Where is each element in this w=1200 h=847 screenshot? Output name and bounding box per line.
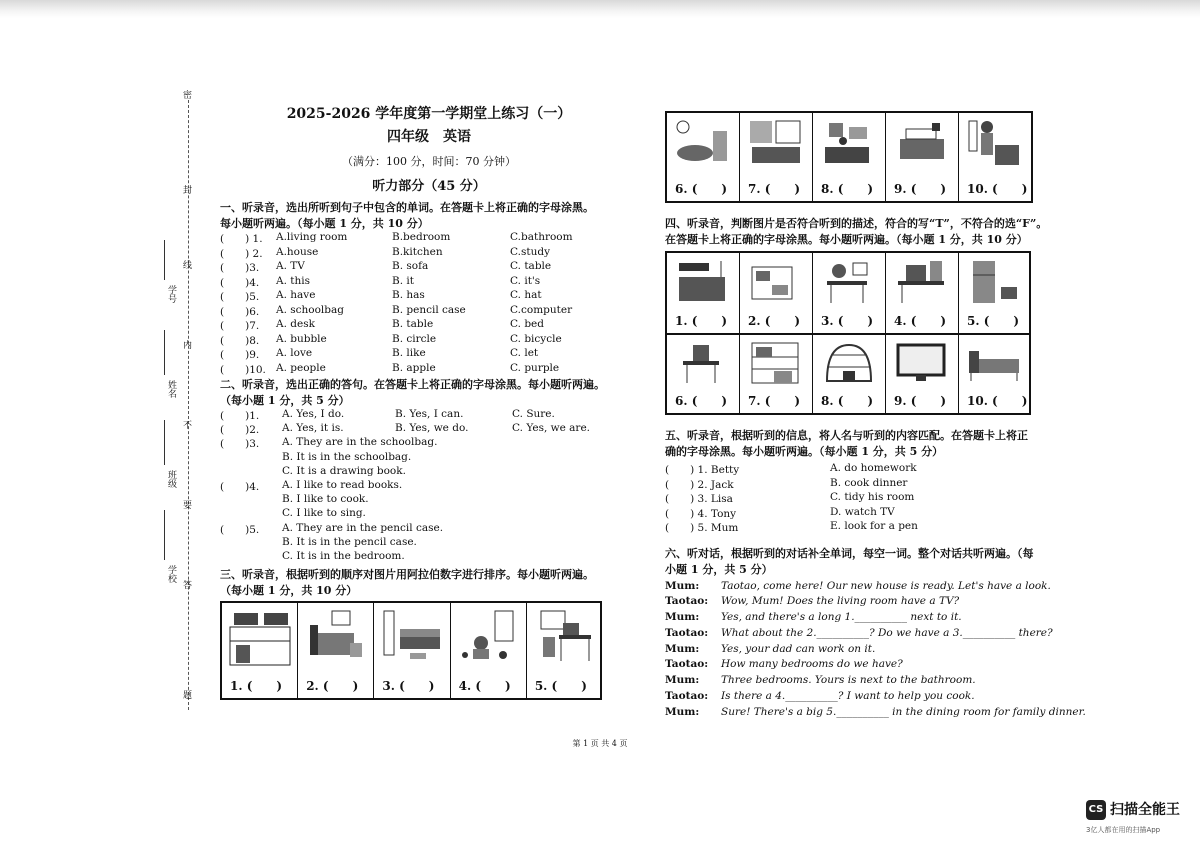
name-blank[interactable] (164, 330, 165, 375)
picture-cell (667, 335, 740, 413)
q3-label[interactable]: 7. ( ) (748, 182, 801, 196)
answer-bracket[interactable]: ( )3. (220, 262, 260, 274)
match-option: D. watch TV (830, 505, 895, 518)
option-a: A. They are in the schoolbag. (282, 436, 438, 449)
option-b: B. like (392, 347, 426, 359)
score-info: （满分：100 分，时间：70 分钟） (342, 155, 516, 168)
answer-bracket[interactable]: ( )3. (220, 438, 260, 451)
q1-list (220, 231, 638, 376)
q3-label[interactable]: 4. ( ) (458, 679, 511, 694)
picture-cell (740, 113, 813, 201)
seal-mark: 封 (181, 185, 191, 194)
option-c: C.computer (510, 303, 573, 316)
seal-mark: 不 (181, 420, 191, 429)
dialogue-text[interactable]: Is there a 4.__________? I want to help you cook. (721, 690, 975, 703)
option-c: C. table (510, 260, 552, 272)
answer-bracket[interactable]: ( )6. (220, 305, 260, 318)
q3-label[interactable]: 3. ( ) (382, 679, 435, 694)
kitchen-picture-icon (228, 607, 292, 667)
list-item (665, 491, 1075, 506)
list-item (220, 231, 638, 246)
dialogue-line (665, 643, 1075, 659)
answer-bracket[interactable]: ( )5. (220, 291, 260, 303)
list-item (220, 318, 638, 333)
q4-instruction: 四、听录音，判断图片是否符合听到的描述，符合的写“T”，不符合的选“F”。 (665, 217, 1048, 230)
speaker: Taotao: (665, 595, 709, 608)
list-item (220, 436, 638, 450)
option-c: C. Yes, we are. (512, 422, 591, 435)
cooking-picture-icon (965, 117, 1025, 173)
q3-picture-strip-b (665, 111, 1033, 203)
speaker: Mum: (665, 674, 700, 687)
q6-instruction: 六、听对话，根据听到的对话补全单词，每空一词。整个对话共听两遍。（每 (665, 546, 1034, 560)
option-a: A. schoolbag (276, 303, 344, 316)
dialogue-line (665, 580, 1075, 596)
school-blank[interactable] (164, 510, 165, 560)
bedroom-picture-icon (304, 607, 368, 667)
q4-label[interactable]: 7. ( ) (748, 394, 801, 408)
answer-bracket[interactable]: ( )5. (220, 523, 260, 536)
list-item (220, 275, 638, 290)
page-subtitle: 四年级 英语 (387, 129, 471, 145)
answer-bracket[interactable]: ( ) 1. (220, 233, 263, 245)
match-name[interactable]: ( ) 1. Betty (665, 464, 740, 476)
dialogue-text: Yes, your dad can work on it. (721, 642, 876, 655)
option-a: A. TV (276, 260, 305, 272)
answer-bracket[interactable]: ( )8. (220, 334, 260, 347)
q4-picture-strip-1 (665, 251, 1031, 335)
q4-label[interactable]: 9. ( ) (894, 394, 947, 408)
name-label: 姓名 (166, 380, 176, 398)
picture-cell (667, 113, 740, 201)
speaker: Taotao: (665, 690, 709, 703)
watermark-name: 扫描全能王 (1110, 802, 1180, 818)
list-item (665, 520, 1075, 535)
school-no-label: 学号 (166, 285, 176, 303)
picture-cell (959, 335, 1029, 413)
option-a: A. Yes, I do. (282, 408, 345, 420)
answer-bracket[interactable]: ( ) 2. (220, 247, 263, 260)
list-item (220, 408, 638, 422)
sink-picture-icon (892, 117, 952, 173)
q4-picture-strip-2 (665, 335, 1031, 415)
option-a: A. bubble (276, 332, 327, 345)
option-a: A.living room (276, 231, 348, 243)
match-option: B. cook dinner (830, 476, 908, 489)
option-b: B. I like to cook. (282, 493, 369, 506)
option-c: C.bathroom (510, 231, 573, 243)
option-c: C.study (510, 245, 551, 258)
computer-desk-picture-icon (892, 257, 952, 307)
q3-label[interactable]: 6. ( ) (675, 182, 728, 196)
picture-cell (222, 603, 298, 698)
picture-cell (959, 253, 1029, 333)
q4-label[interactable]: 6. ( ) (675, 394, 728, 408)
bed-picture-icon (965, 339, 1025, 387)
option-c: C. bed (510, 318, 544, 330)
option-b: B. has (392, 289, 425, 301)
seal-mark: 内 (181, 340, 191, 349)
option-a: A. desk (276, 318, 315, 330)
q5-instruction-2: 确的字母涂黑。每小题听两遍。（每小题 1 分，共 5 分） (665, 445, 944, 458)
option-a: A. love (276, 347, 313, 359)
speaker: Mum: (665, 611, 700, 624)
speaker: Taotao: (665, 658, 709, 671)
option-c: C. It is a drawing book. (282, 464, 406, 477)
dialogue-line (665, 658, 1075, 674)
dialogue-text[interactable]: What about the 2.__________? Do we have a 3.__________ there? (721, 626, 1053, 639)
picture-cell (886, 335, 959, 413)
dialogue-text: How many bedrooms do we have? (721, 658, 903, 671)
match-option: A. do homework (830, 462, 917, 474)
list-item (665, 462, 1075, 477)
answer-bracket[interactable]: ( )9. (220, 349, 260, 361)
list-item (220, 479, 638, 493)
dialogue-line (665, 627, 1075, 643)
list-item (220, 451, 638, 465)
option-a: A. people (276, 361, 326, 374)
option-a: A. I like to read books. (282, 478, 403, 491)
option-a: A.house (276, 245, 319, 258)
q4-label[interactable]: 8. ( ) (821, 394, 874, 408)
list-item (665, 506, 1075, 521)
q5-instruction: 五、听录音，根据听到的信息，将人名与听到的内容匹配。在答题卡上将正 (665, 429, 1028, 442)
q3-label[interactable]: 5. ( ) (534, 679, 587, 694)
speaker: Mum: (665, 642, 700, 655)
living-room-picture-icon (380, 607, 444, 667)
answer-bracket[interactable]: ( )4. (220, 276, 260, 289)
list-item (220, 289, 638, 304)
q4-label[interactable]: 3. ( ) (821, 314, 874, 328)
dialogue-text[interactable]: Sure! There's a big 5.__________ in the dining room for family dinner. (721, 705, 1086, 718)
q5-list (665, 462, 1075, 535)
q4-label[interactable]: 1. ( ) (675, 314, 728, 328)
option-b: B. Yes, I can. (395, 408, 464, 420)
match-option: E. look for a pen (830, 520, 918, 532)
option-a: A. Yes, it is. (282, 422, 344, 435)
option-b: B.bedroom (392, 231, 451, 243)
q3-label[interactable]: 2. ( ) (306, 679, 359, 694)
option-a: A. have (276, 289, 316, 301)
list-item (220, 362, 638, 377)
list-item (220, 422, 638, 436)
option-c: C. hat (510, 289, 542, 301)
picture-cell (813, 113, 886, 201)
option-b: B. pencil case (392, 303, 466, 316)
option-c: C. purple (510, 361, 560, 374)
answer-bracket[interactable]: ( )4. (220, 480, 260, 493)
tv-picture-icon (892, 339, 952, 387)
option-c: C. bicycle (510, 332, 562, 345)
picture-cell (886, 253, 959, 333)
answer-bracket[interactable]: ( )10. (220, 363, 266, 376)
option-c: C. it's (510, 274, 541, 287)
q6-instruction-2: 小题 1 分，共 5 分） (665, 562, 773, 576)
study-picture-icon (533, 607, 597, 667)
list-item (220, 260, 638, 275)
picture-cell (740, 335, 813, 413)
q4-label[interactable]: 2. ( ) (748, 314, 801, 328)
seal-mark: 题 (181, 690, 191, 699)
match-name[interactable]: ( ) 2. Jack (665, 478, 734, 491)
q3-instruction: 三、听录音，根据听到的顺序对图片用阿拉伯数字进行排序。每小题听两遍。 (220, 568, 594, 582)
q3-label[interactable]: 9. ( ) (894, 182, 947, 196)
option-c: C. let (510, 347, 539, 359)
bookshelf-picture-icon (746, 339, 806, 387)
option-b: B. circle (392, 332, 437, 345)
answer-bracket[interactable]: ( )1. (220, 410, 260, 422)
match-name[interactable]: ( ) 3. Lisa (665, 493, 733, 505)
q3-instruction-2: （每小题 1 分，共 10 分） (220, 584, 358, 598)
list-item (220, 550, 638, 564)
option-b: B. It is in the pencil case. (282, 535, 417, 548)
q3-label[interactable]: 8. ( ) (821, 182, 874, 196)
q3-label[interactable]: 1. ( ) (230, 679, 283, 694)
q3-label[interactable]: 10. ( ) (967, 182, 1028, 196)
answer-bracket[interactable]: ( )7. (220, 320, 260, 332)
q1-instruction-2: 每小题听两遍。（每小题 1 分，共 10 分） (220, 217, 429, 230)
speaker: Mum: (665, 705, 700, 718)
dialogue-line (665, 690, 1075, 706)
watermark-tagline: 3亿人都在用的扫描App (1086, 826, 1161, 834)
option-b: B.kitchen (392, 245, 443, 258)
shelves-picture-icon (746, 257, 806, 307)
option-b: B. apple (392, 361, 436, 374)
dialogue-line (665, 611, 1075, 627)
fridge-picture-icon (965, 257, 1025, 307)
picture-cell (813, 335, 886, 413)
list-item (220, 522, 638, 536)
part-heading: 听力部分（45 分） (372, 179, 486, 194)
page-title: 2025-2026 学年度第一学期堂上练习（一） (286, 106, 572, 122)
option-b: B. It is in the schoolbag. (282, 450, 412, 463)
school-no-blank[interactable] (164, 240, 165, 280)
dialogue-line (665, 595, 1075, 611)
option-b: B. table (392, 318, 434, 330)
answer-bracket[interactable]: ( )2. (220, 424, 260, 437)
picture-cell (959, 113, 1031, 201)
desk-lamp-picture-icon (673, 257, 733, 307)
igloo-picture-icon (819, 339, 879, 387)
picture-cell (740, 253, 813, 333)
list-item (220, 465, 638, 479)
messy-room-picture-icon (819, 117, 879, 173)
speaker: Mum: (665, 579, 700, 592)
match-option: C. tidy his room (830, 491, 915, 503)
dialogue-line (665, 674, 1075, 690)
picture-cell (451, 603, 527, 698)
list-item (220, 304, 638, 319)
option-c: C. Sure. (512, 408, 555, 420)
picture-cell (813, 253, 886, 333)
option-a: A. this (276, 274, 310, 287)
q3-picture-strip-a (220, 601, 602, 700)
speaker: Taotao: (665, 626, 709, 639)
right-column (665, 103, 1086, 722)
q2-instruction: 二、听录音，选出正确的答句。在答题卡上将正确的字母涂黑。每小题听两遍。 (220, 378, 605, 391)
page-number: 第 1 页 共 4 页 (572, 739, 628, 748)
playroom-picture-icon (457, 607, 521, 667)
binding-margin (160, 90, 200, 720)
option-b: B. Yes, we do. (395, 422, 469, 435)
option-b: B. sofa (392, 260, 429, 272)
option-c: C. I like to sing. (282, 507, 366, 520)
kettle-table-picture-icon (673, 339, 733, 387)
seal-mark: 线 (181, 260, 191, 269)
seal-mark: 密 (181, 90, 191, 99)
picture-cell (886, 113, 959, 201)
q2-list (220, 408, 638, 564)
list-item (220, 347, 638, 362)
camscanner-logo-icon: CS (1086, 800, 1106, 820)
list-item (220, 246, 638, 261)
list-item (220, 507, 638, 521)
match-name[interactable]: ( ) 5. Mum (665, 522, 739, 534)
list-item (665, 477, 1075, 492)
bedroom-picture-icon (746, 117, 806, 173)
picture-cell (667, 253, 740, 333)
dialogue-line (665, 705, 1086, 722)
class-label: 班级 (166, 470, 176, 488)
class-blank[interactable] (164, 420, 165, 465)
list-item (220, 536, 638, 550)
q4-label[interactable]: 10. ( ) (967, 394, 1028, 408)
left-column (220, 103, 638, 700)
option-b: B. it (392, 274, 414, 287)
option-c: C. It is in the bedroom. (282, 549, 405, 562)
q4-label[interactable]: 4. ( ) (894, 314, 947, 328)
list-item (220, 333, 638, 348)
dialogue-text: Three bedrooms. Yours is next to the bathroom. (721, 674, 976, 687)
scan-edge (0, 0, 1200, 18)
q4-label[interactable]: 5. ( ) (967, 314, 1020, 328)
match-name[interactable]: ( ) 4. Tony (665, 507, 737, 520)
picture-cell (527, 603, 600, 698)
seal-mark: 答 (181, 580, 191, 589)
seal-mark: 要 (181, 500, 191, 509)
q1-instruction: 一、听录音，选出所听到句子中包含的单词。在答题卡上将正确的字母涂黑。 (220, 201, 594, 214)
option-a: A. They are in the pencil case. (282, 521, 444, 534)
dialogue-text[interactable]: Yes, and there's a long 1.__________ next to it. (721, 611, 962, 624)
bathroom-picture-icon (673, 117, 733, 173)
picture-cell (298, 603, 374, 698)
q4-instruction-2: 在答题卡上将正确的字母涂黑。每小题听两遍。（每小题 1 分，共 10 分） (665, 233, 1028, 246)
picture-cell (374, 603, 450, 698)
dialogue-text: Taotao, come here! Our new house is ready. Let's have a look. (721, 579, 1051, 592)
table-plant-picture-icon (819, 257, 879, 307)
q2-instruction-2: （每小题 1 分，共 5 分） (220, 394, 350, 407)
q6-dialogue (665, 579, 1086, 722)
list-item (220, 493, 638, 507)
school-label: 学校 (166, 565, 176, 583)
dialogue-text: Wow, Mum! Does the living room have a TV? (721, 595, 960, 608)
